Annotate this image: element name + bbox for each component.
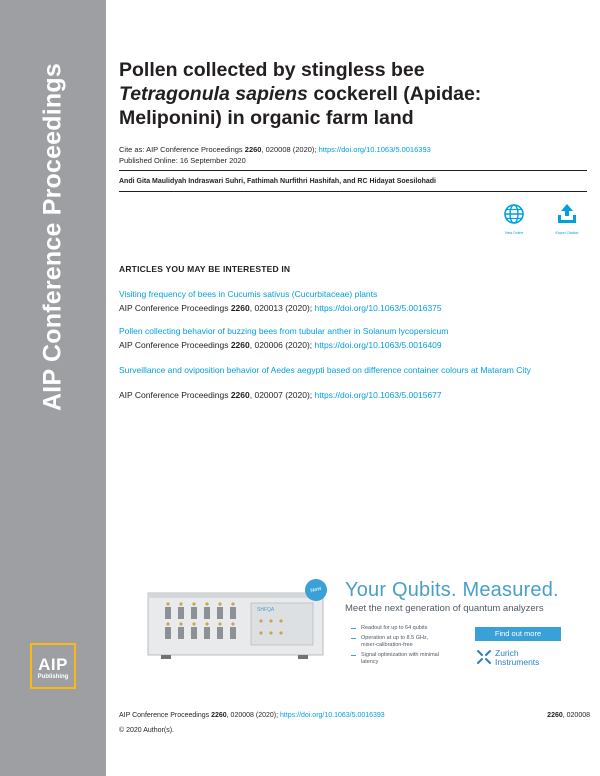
related-doi-link[interactable]: https://doi.org/10.1063/5.0016409: [314, 340, 442, 350]
ad-bullet: Signal optimization with minimal latency: [351, 652, 443, 666]
ad-bullet: Operation at up to 8.5 GHz, mixer-calibration-free: [351, 635, 443, 649]
related-articles-heading: ARTICLES YOU MAY BE INTERESTED IN: [119, 264, 291, 274]
instrument-device-image: [133, 585, 333, 667]
related-doi-link[interactable]: https://doi.org/10.1063/5.0016375: [314, 303, 442, 313]
title-line-3: Meliponini) in organic farm land: [119, 107, 414, 129]
ad-subline: Meet the next generation of quantum analyzers: [345, 603, 544, 614]
footer-volume: 2260: [211, 712, 227, 719]
related-journal: AIP Conference Proceedings: [119, 340, 231, 350]
logo-subtext: Publishing: [37, 674, 69, 680]
aip-publishing-logo[interactable]: [30, 643, 76, 689]
device-label: SHFQA: [257, 607, 275, 613]
footer-page-number: , 020008: [562, 712, 590, 719]
footer-page-volume: 2260: [547, 712, 563, 719]
footer-citation: [119, 712, 385, 719]
citation-line: [119, 145, 431, 155]
ad-headline: Your Qubits. Measured.: [345, 579, 559, 601]
brand-line-1: Zurich: [495, 648, 519, 658]
ad-bullets: [351, 625, 443, 669]
related-journal: AIP Conference Proceedings: [119, 390, 231, 400]
article-title: [119, 58, 559, 130]
related-article-title[interactable]: Pollen collecting behavior of buzzing bees from tubular anther in Solanum lycopersicum: [119, 326, 449, 336]
title-line-1: Pollen collected by stingless bee: [119, 59, 425, 81]
advertisement-banner[interactable]: [123, 565, 591, 678]
related-details: , 020007 (2020);: [249, 390, 315, 400]
related-article-title[interactable]: Visiting frequency of bees in Cucumis sativus (Cucurbitaceae) plants: [119, 289, 378, 299]
related-details: , 020013 (2020);: [249, 303, 315, 313]
zurich-instruments-brand: [495, 649, 539, 667]
export-citation-label: Export Citation: [555, 231, 579, 235]
logo-text: AIP: [38, 655, 68, 674]
footer-prefix: AIP Conference Proceedings: [119, 712, 212, 719]
related-article-citation: [119, 303, 442, 314]
cite-volume: 2260: [244, 145, 262, 154]
zurich-instruments-logo-icon: [476, 649, 492, 665]
export-citation-button[interactable]: [545, 203, 589, 235]
new-badge: New: [303, 577, 330, 604]
ad-bullet: Readout for up to 64 qubits: [351, 625, 443, 632]
related-article-title[interactable]: Surveillance and oviposition behavior of Aedes aegypti based on difference container colours at Mataram City: [119, 365, 531, 375]
divider: [119, 191, 587, 192]
published-date: Published Online: 16 September 2020: [119, 156, 246, 165]
related-journal: AIP Conference Proceedings: [119, 303, 231, 313]
footer-details: , 020008 (2020);: [226, 712, 280, 719]
brand-line-2: Instruments: [495, 657, 540, 667]
related-volume: 2260: [230, 303, 250, 313]
view-online-button[interactable]: [492, 203, 536, 235]
find-out-more-button[interactable]: Find out more: [475, 627, 561, 641]
related-article-citation: [119, 340, 442, 351]
export-icon: [556, 203, 578, 225]
cite-doi-link[interactable]: https://doi.org/10.1063/5.0016393: [318, 145, 431, 154]
title-line-2: cockerell (Apidae:: [307, 83, 482, 105]
related-article-citation: [119, 390, 442, 401]
cite-prefix: Cite as: AIP Conference Proceedings: [119, 145, 245, 154]
authors: Andi Gita Maulidyah Indraswari Suhri, Fathimah Nurfithri Hashifah, and RC Hidayat Soesilohadi: [119, 178, 436, 185]
globe-icon: [503, 203, 525, 225]
sidebar: [0, 0, 106, 776]
cite-suffix: , 020008 (2020);: [261, 145, 319, 154]
related-doi-link[interactable]: https://doi.org/10.1063/5.0015677: [314, 390, 442, 400]
copyright: © 2020 Author(s).: [119, 727, 174, 734]
journal-vertical-title: AIP Conference Proceedings: [38, 63, 67, 411]
divider: [119, 170, 587, 171]
related-details: , 020006 (2020);: [249, 340, 315, 350]
related-volume: 2260: [230, 340, 250, 350]
footer-doi-link[interactable]: https://doi.org/10.1063/5.0016393: [280, 712, 385, 719]
related-volume: 2260: [230, 390, 250, 400]
footer-page-id: [547, 712, 590, 719]
title-species: Tetragonula sapiens: [119, 83, 308, 105]
view-online-label: View Online: [504, 231, 524, 235]
